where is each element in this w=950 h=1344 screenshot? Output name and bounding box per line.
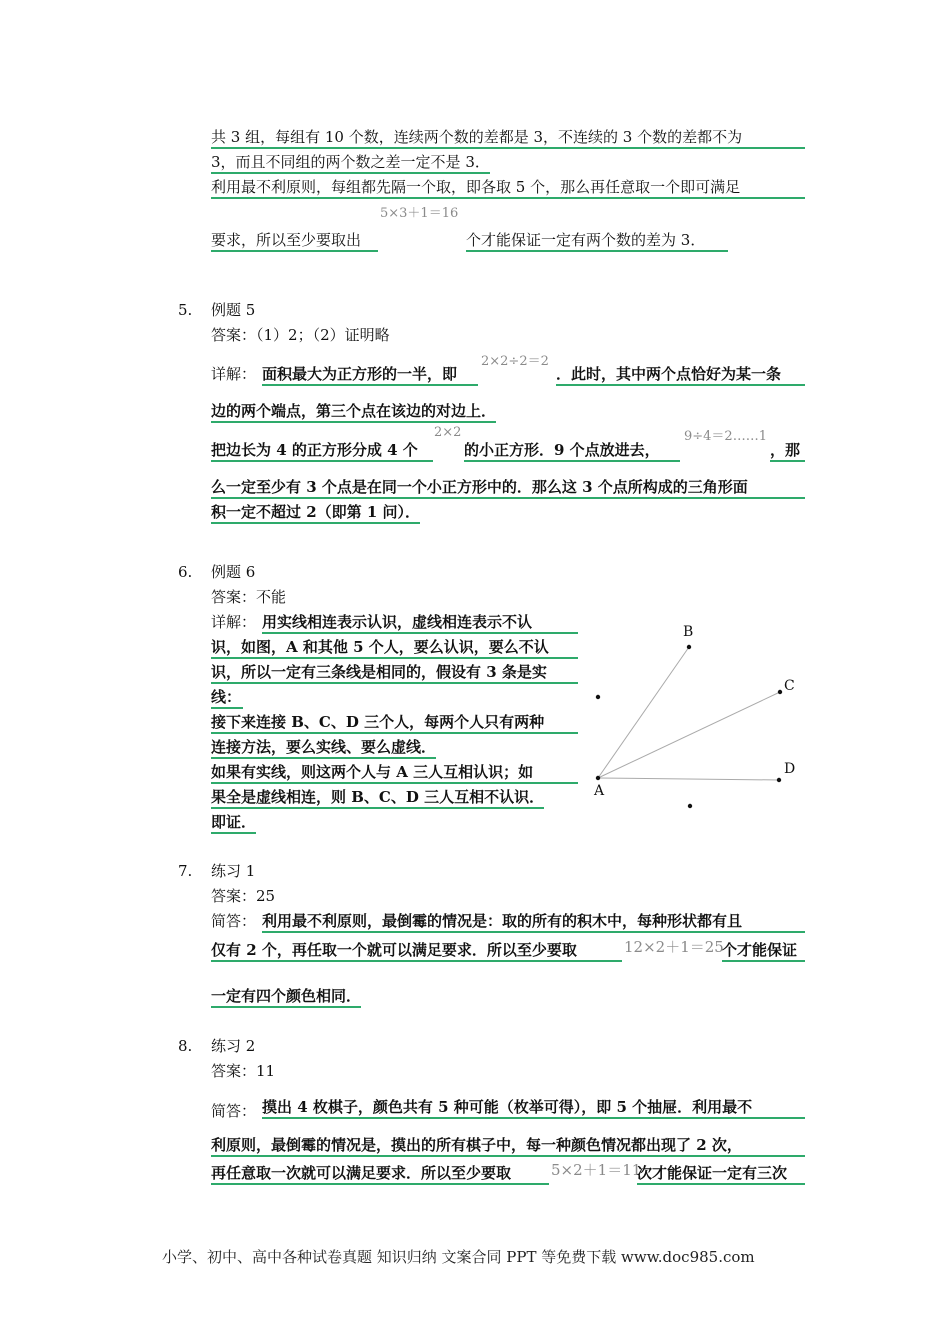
text-line: 如果有实线，则这两个人与 A 三人互相认识；如 [211, 763, 578, 784]
text-line: 识，如图，A 和其他 5 个人，要么认识，要么不认 [211, 638, 578, 659]
formula: 9÷4＝2……1 [684, 429, 767, 444]
text-line: 边的两个端点，第三个点在该边的对边上． [211, 402, 496, 423]
formula: 2×2 [434, 425, 462, 440]
edge-a-b [598, 647, 689, 778]
point-c [778, 690, 782, 694]
label-c: C [784, 678, 795, 694]
point-left [596, 695, 600, 699]
text-line: ，那 [770, 441, 805, 462]
text-line: 积一定不超过 2（即第 1 问）． [211, 503, 420, 524]
text-line: ．此时，其中两个点恰好为某一条 [556, 365, 805, 386]
edge-a-c [598, 692, 780, 778]
formula: 12×2＋1＝25 [624, 938, 724, 956]
formula: 2×2÷2＝2 [481, 354, 549, 369]
text-line: 把边长为 4 的正方形分成 4 个 [211, 441, 433, 462]
text-line: 再任意取一次就可以满足要求．所以至少要取 [211, 1164, 549, 1185]
answer: 答案：25 [211, 887, 276, 905]
item-number: 6. [178, 563, 193, 581]
text-line: 利原则，最倒霉的情况是，摸出的所有棋子中，每一种颜色情况都出现了 2 次， [211, 1136, 805, 1157]
item-title: 练习 2 [211, 1037, 256, 1055]
text-line: 连接方法，要么实线、要么虚线． [211, 738, 436, 759]
detail-label: 详解： [211, 365, 257, 383]
text-line: 一定有四个颜色相同． [211, 987, 361, 1008]
text-line: 识，所以一定有三条线是相同的，假设有 3 条是实 [211, 663, 578, 684]
answer: 答案：11 [211, 1062, 276, 1080]
text-line: 个才能保证 [722, 941, 805, 962]
point-b [687, 645, 691, 649]
text-line: 仅有 2 个，再任取一个就可以满足要求．所以至少要取 [211, 941, 622, 962]
item-number: 8. [178, 1037, 193, 1055]
item-title: 例题 6 [211, 563, 256, 581]
text-line: 接下来连接 B、C、D 三个人，每两个人只有两种 [211, 713, 578, 734]
text-line: 利用最不利原则，每组都先隔一个取，即各取 5 个，那么再任意取一个即可满足 [211, 178, 805, 199]
detail-label: 简答： [211, 1102, 257, 1120]
answer: 答案：（1）2；（2）证明略 [211, 326, 390, 344]
item-title: 例题 5 [211, 301, 256, 319]
text-line: 要求，所以至少要取出 [211, 231, 378, 252]
text-line: 个才能保证一定有两个数的差为 3． [466, 231, 728, 252]
text-line: 线： [211, 688, 243, 709]
label-a: A [594, 783, 605, 799]
item-number: 5. [178, 301, 193, 319]
text-line: 的小正方形．9 个点放进去， [464, 441, 680, 462]
text-line: 么一定至少有 3 个点是在同一个小正方形中的．那么这 3 个点所构成的三角形面 [211, 478, 805, 499]
text-line: 摸出 4 枚棋子，颜色共有 5 种可能（枚举可得），即 5 个抽屉．利用最不 [262, 1098, 805, 1119]
point-d [777, 778, 781, 782]
text-line: 次才能保证一定有三次 [637, 1164, 805, 1185]
formula: 5×3＋1＝16 [380, 206, 459, 221]
detail-label: 详解： [211, 613, 257, 631]
formula: 5×2＋1＝11 [551, 1161, 642, 1179]
text-line: 即证． [211, 813, 256, 834]
text-line: 面积最大为正方形的一半，即 [262, 365, 478, 386]
label-d: D [784, 761, 796, 777]
item-title: 练习 1 [211, 862, 256, 880]
text-line: 3，而且不同组的两个数之差一定不是 3． [211, 153, 490, 174]
text-line: 利用最不利原则，最倒霉的情况是：取的所有的积木中，每种形状都有且 [262, 912, 805, 933]
label-b: B [683, 624, 694, 640]
item-number: 7. [178, 862, 193, 880]
edge-a-d [598, 778, 779, 780]
detail-label: 简答： [211, 912, 257, 930]
point-bottom [688, 804, 692, 808]
text-line: 共 3 组，每组有 10 个数，连续两个数的差都是 3，不连续的 3 个数的差都不为 [211, 128, 805, 149]
text-line: 用实线相连表示认识，虚线相连表示不认 [262, 613, 578, 634]
answer: 答案：不能 [211, 588, 287, 606]
text-line: 果全是虚线相连，则 B、C、D 三人互相不认识． [211, 788, 544, 809]
page-footer: 小学、初中、高中各种试卷真题 知识归纳 文案合同 PPT 等免费下载 www.doc985.com [162, 1248, 755, 1266]
point-a [596, 776, 600, 780]
